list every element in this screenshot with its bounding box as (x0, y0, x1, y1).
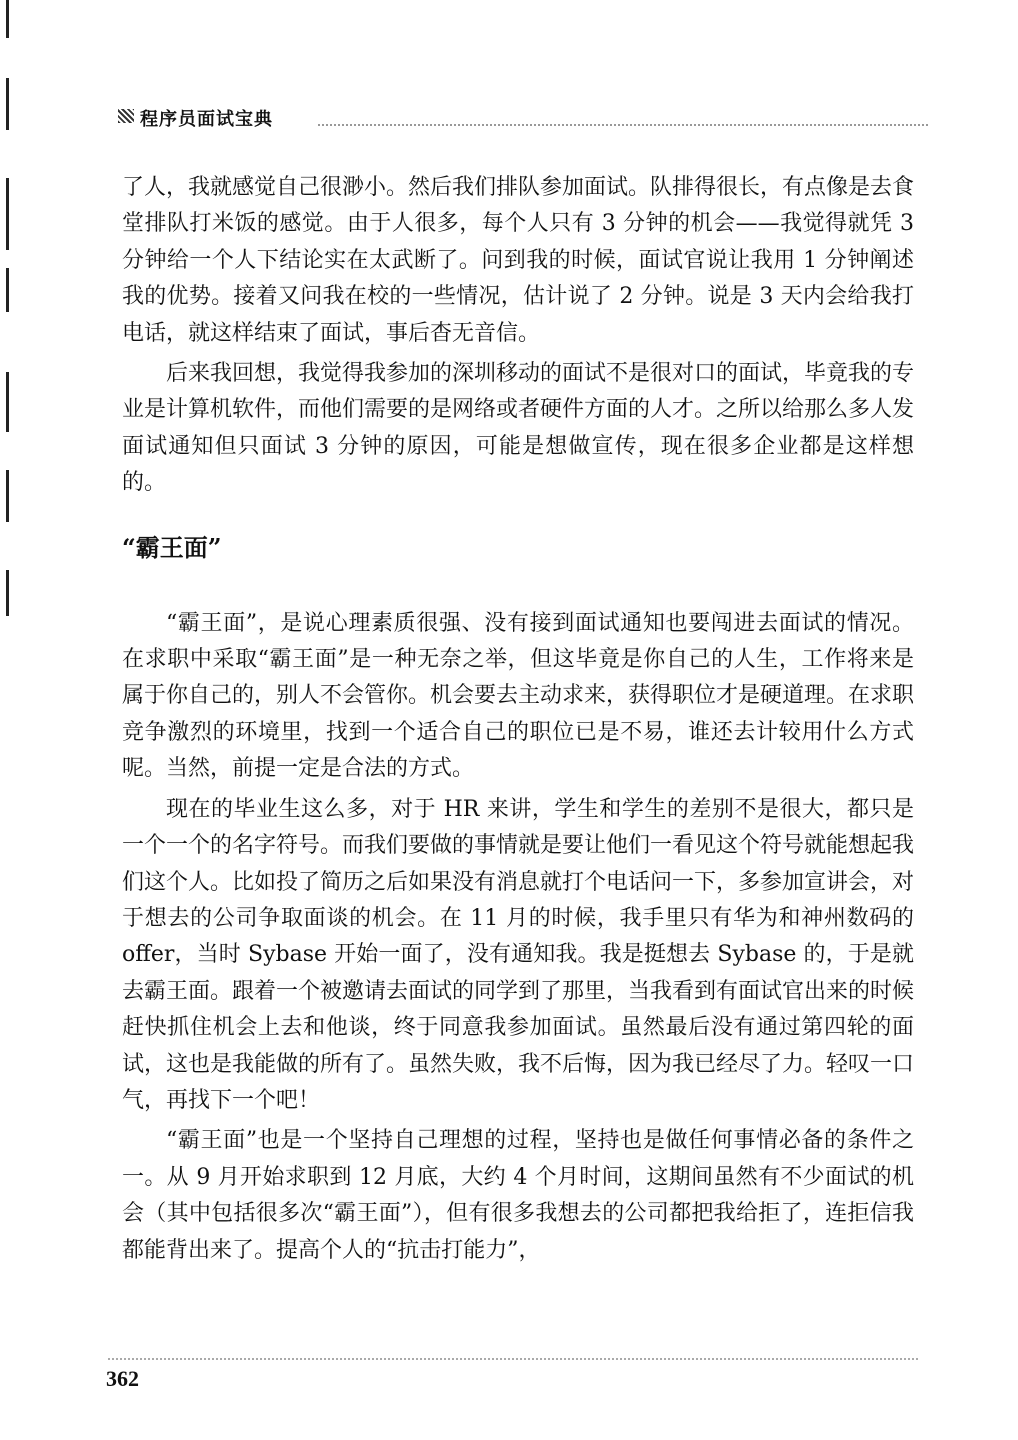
scan-edge-mark (6, 470, 9, 522)
book-title: 程序员面试宝典 (140, 109, 273, 130)
page-body (122, 170, 914, 1269)
scan-edge-mark (6, 78, 9, 130)
scan-edge-mark (6, 268, 9, 312)
running-header (118, 104, 938, 128)
paragraph: 后来我回想，我觉得我参加的深圳移动的面试不是很对口的面试，毕竟我的专业是计算机软件，而他们需要的是网络或者硬件方面的人才。之所以给那么多人发面试通知但只面试 3 分钟的原因，可能是想做宣传，现在很多企业都是这样想的。 (122, 361, 915, 496)
book-ornament-icon (118, 109, 134, 123)
page-number: 362 (106, 1366, 139, 1391)
scan-edge-mark (6, 372, 9, 432)
footer-dotted-rule (108, 1358, 918, 1360)
scan-edge-mark (6, 0, 9, 38)
scan-edge-mark (6, 570, 9, 616)
paragraph: “霸王面”，是说心理素质很强、没有接到面试通知也要闯进去面试的情况。在求职中采取“霸王面”是一种无奈之举，但这毕竟是你自己的人生，工作将来是属于你自己的，别人不会管你。机会要去主动求来，获得职位才是硬道理。在求职竞争激烈的环境里，找到一个适合自己的职位已是不易，谁还去计较用什么方式呢。当然，前提一定是合法的方式。 (122, 610, 915, 782)
paragraph: 现在的毕业生这么多，对于 HR 来讲，学生和学生的差别不是很大，都只是一个一个的名字符号。而我们要做的事情就是要让他们一看见这个符号就能想起我们这个人。比如投了简历之后如果没有消息就打个电话问一下，多参加宣讲会，对于想去的公司争取面谈的机会。在 11 月的时候，我手里只有华为和神州数码的 offer，当时 Sybase 开始一面了，没有通知我。我是挺想去 Sybase 的，于是就去霸王面。跟着一个被邀请去面试的同学到了那里，当我看到有面试官出来的时候赶快抓住机会上去和他谈，终于同意我参加面试。虽然最后没有通过第四轮的面试，这也是我能做的所有了。虽然失败，我不后悔，因为我已经尽了力。轻叹一口气，再找下一个吧！ (122, 796, 915, 1113)
paragraph: “霸王面”也是一个坚持自己理想的过程，坚持也是做任何事情必备的条件之一。从 9 月开始求职到 12 月底，大约 4 个月时间，这期间虽然有不少面试的机会（其中包括很多次“霸王面”），但有很多我想去的公司都把我给拒了，连拒信我都能背出来了。提高个人的“抗击打能力”， (122, 1128, 914, 1263)
header-dotted-rule (318, 124, 928, 126)
scan-edge-mark (6, 178, 9, 250)
paragraph: 了人，我就感觉自己很渺小。然后我们排队参加面试。队排得很长，有点像是去食堂排队打米饭的感觉。由于人很多，每个人只有 3 分钟的机会——我觉得就凭 3 分钟给一个人下结论实在太武断了。问到我的时候，面试官说让我用 1 分钟阐述我的优势。接着又问我在校的一些情况，估计说了 2 分钟。说是 3 天内会给我打电话，就这样结束了面试，事后杳无音信。 (122, 175, 915, 346)
section-heading: “霸王面” (122, 532, 222, 562)
